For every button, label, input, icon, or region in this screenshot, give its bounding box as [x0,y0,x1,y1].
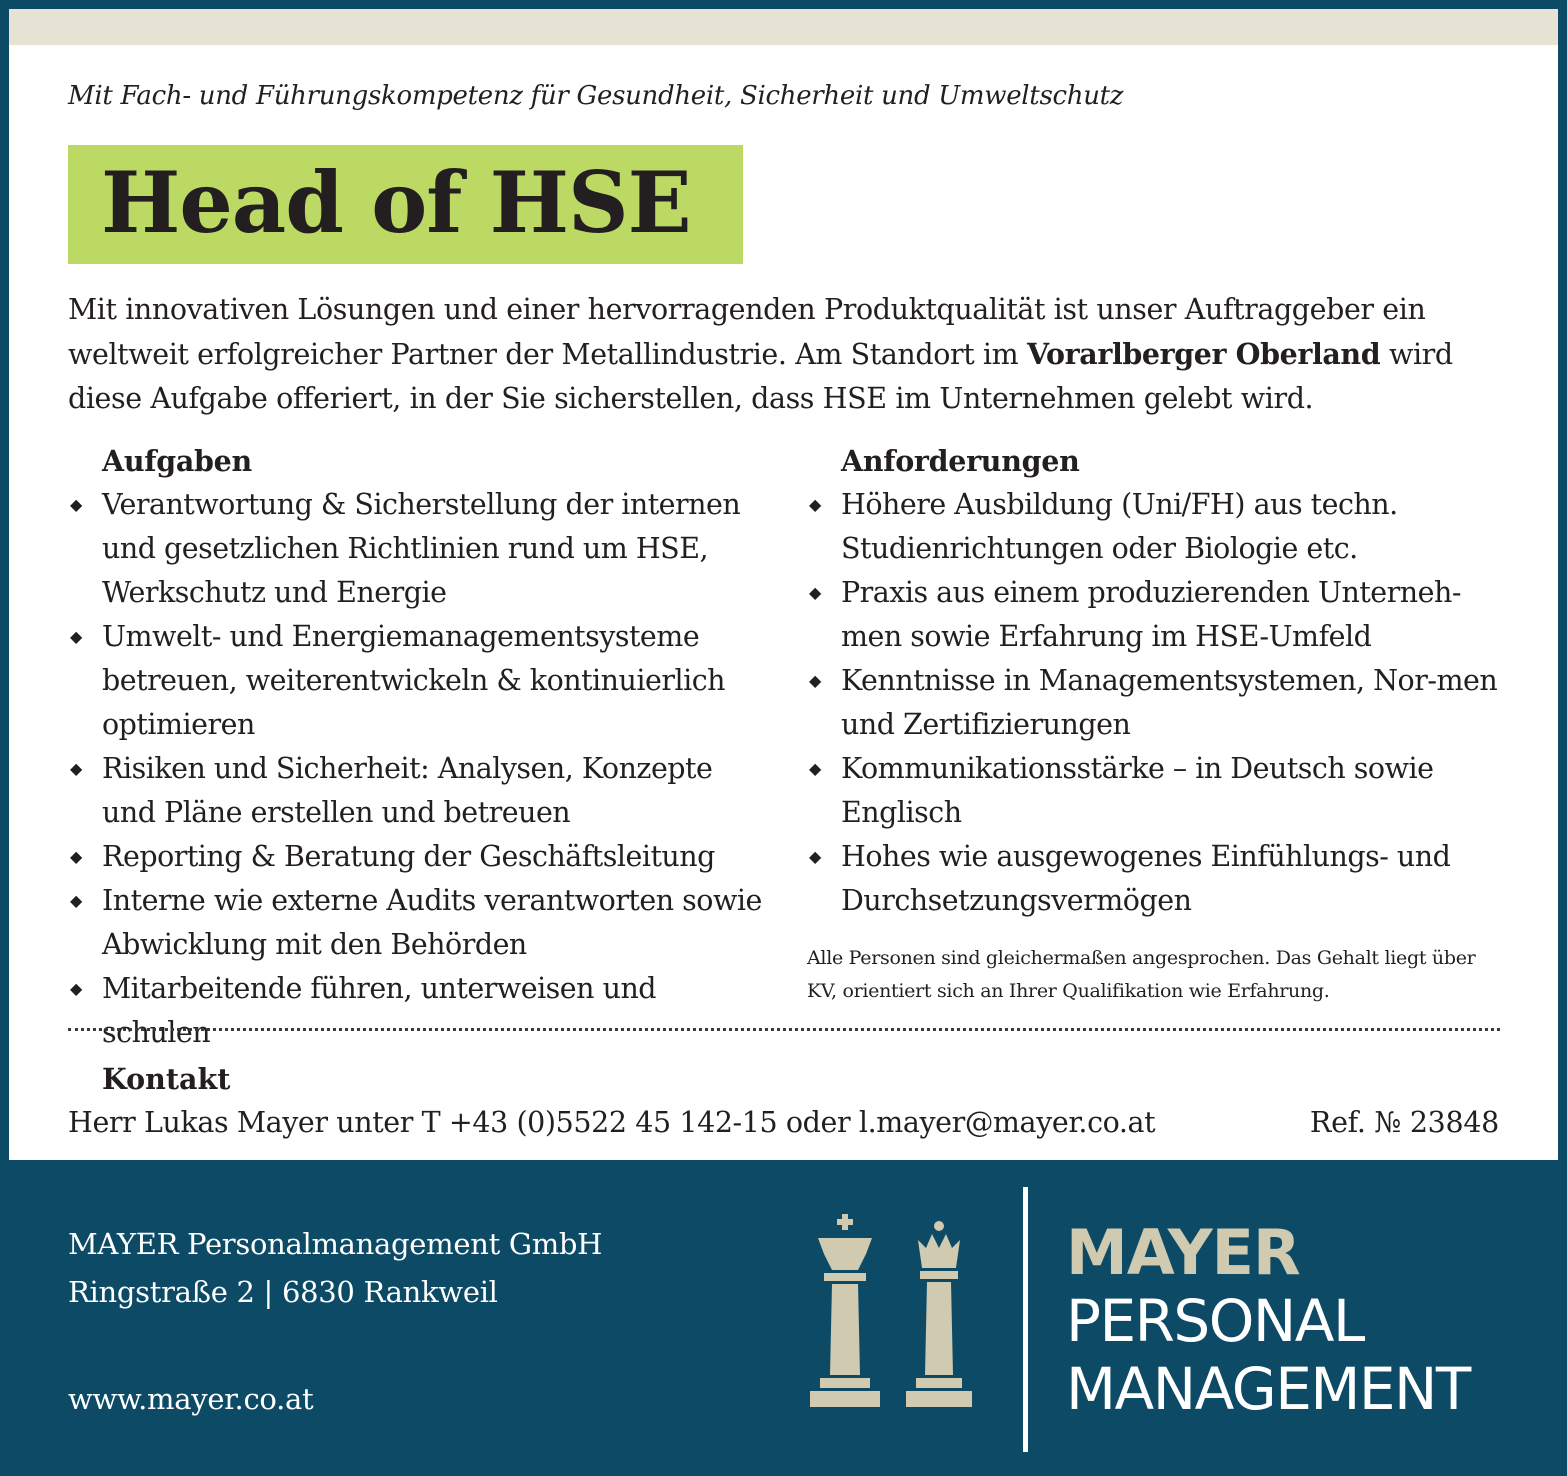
footer-company: MAYER Personalmanagement GmbH [68,1227,603,1261]
brand-name: MAYER [1066,1216,1300,1289]
equality-note: Alle Personen sind gleichermaßen angesprochen. Das Gehalt liegt über KV, orientiert sich an Ihrer Qualifikation wie Erfahrung. [807,947,1476,1002]
contact-details: Herr Lukas Mayer unter T +43 (0)5522 45 142-15 oder l.mayer@mayer.co.at [68,1106,1156,1139]
list-item [68,967,768,1055]
tasks-list [68,483,768,1055]
list-item-text: Höhere Ausbildung (Uni/FH) aus techn. Studienrichtungen oder Biologie etc. [841,488,1398,565]
bullet-icon: ◆ [809,847,821,866]
chess-logo [800,1210,990,1420]
intro-paragraph [68,288,1508,421]
bullet-icon: ◆ [70,759,82,778]
reference-number: Ref. № 23848 [1309,1106,1499,1139]
job-title: Head of HSE [101,153,691,252]
list-item-text: Hohes wie ausgewogenes Einfühlungs- und Durchsetzungsvermögen [841,840,1451,917]
ad-panel [9,9,1558,1160]
contact-heading: Kontakt [102,1062,231,1096]
list-item [807,659,1507,747]
bullet-icon: ◆ [70,627,82,646]
list-item [807,835,1507,923]
brand-subtitle-line-2: MANAGEMENT [1066,1355,1470,1423]
tasks-heading: Aufgaben [102,444,252,478]
list-item [68,879,768,967]
top-band [9,9,1558,45]
list-item-text: Mitarbeitende führen, unterweisen und schulen [102,972,657,1049]
tasks-column [68,439,768,1055]
bullet-icon: ◆ [70,891,82,910]
list-item-text: Interne wie externe Audits verantworten sowie Abwicklung mit den Behörden [102,884,762,961]
dotted-divider [68,1028,1500,1031]
list-item [68,615,768,747]
bullet-icon: ◆ [70,847,82,866]
requirements-column [807,439,1507,923]
brand-subtitle-line-1: PERSONAL [1066,1287,1364,1355]
title-highlight [68,145,743,264]
list-item-text: Verantwortung & Sicherstellung der internen und gesetzlichen Richtlinien rund um HSE, Werkschutz und Energie [102,488,741,609]
list-item [807,571,1507,659]
list-item [807,747,1507,835]
bullet-icon: ◆ [809,495,821,514]
bullet-icon: ◆ [809,759,821,778]
tagline: Mit Fach- und Führungskompetenz für Gesundheit, Sicherheit und Umweltschutz [68,81,1124,111]
intro-text-end: wird diese Aufgabe offeriert, in der Sie sicherstellen, dass HSE im Unternehmen gelebt wird. [68,338,1453,415]
footer-website-link[interactable]: www.mayer.co.at [68,1382,314,1416]
list-item-text: Kenntnisse in Managementsystemen, Nor-men und Zertifizierungen [841,664,1498,741]
bullet-icon: ◆ [809,583,821,602]
intro-location: Vorarlberger Oberland [1026,337,1381,371]
logo-divider [1023,1187,1028,1452]
requirements-heading: Anforderungen [841,444,1080,478]
list-item-text: Risiken und Sicherheit: Analysen, Konzepte und Pläne erstellen und betreuen [102,752,713,829]
bullet-icon: ◆ [809,671,821,690]
list-item-text: Kommunikationsstärke – in Deutsch sowie Englisch [841,752,1434,829]
bullet-icon: ◆ [70,495,82,514]
bullet-icon: ◆ [70,979,82,998]
list-item [68,483,768,615]
list-item [68,835,768,879]
requirements-list [807,483,1507,923]
list-item-text: Praxis aus einem produzierenden Unterneh-men sowie Erfahrung im HSE-Umfeld [841,576,1461,653]
intro-text: Mit innovativen Lösungen und einer hervorragenden Produktqualität ist unser Auftraggeber ein weltweit erfolgreicher Partner der Metallindustrie. Am Standort im [68,293,1426,371]
king-chess-icon [810,1214,880,1407]
list-item [68,747,768,835]
list-item-text: Reporting & Beratung der Geschäftsleitung [102,840,715,873]
footer-address: Ringstraße 2 | 6830 Rankweil [68,1275,498,1309]
list-item [807,483,1507,571]
list-item-text: Umwelt- und Energiemanagementsysteme betreuen, weiterentwickeln & kontinuierlich optimieren [102,620,726,741]
queen-chess-icon [906,1221,972,1407]
